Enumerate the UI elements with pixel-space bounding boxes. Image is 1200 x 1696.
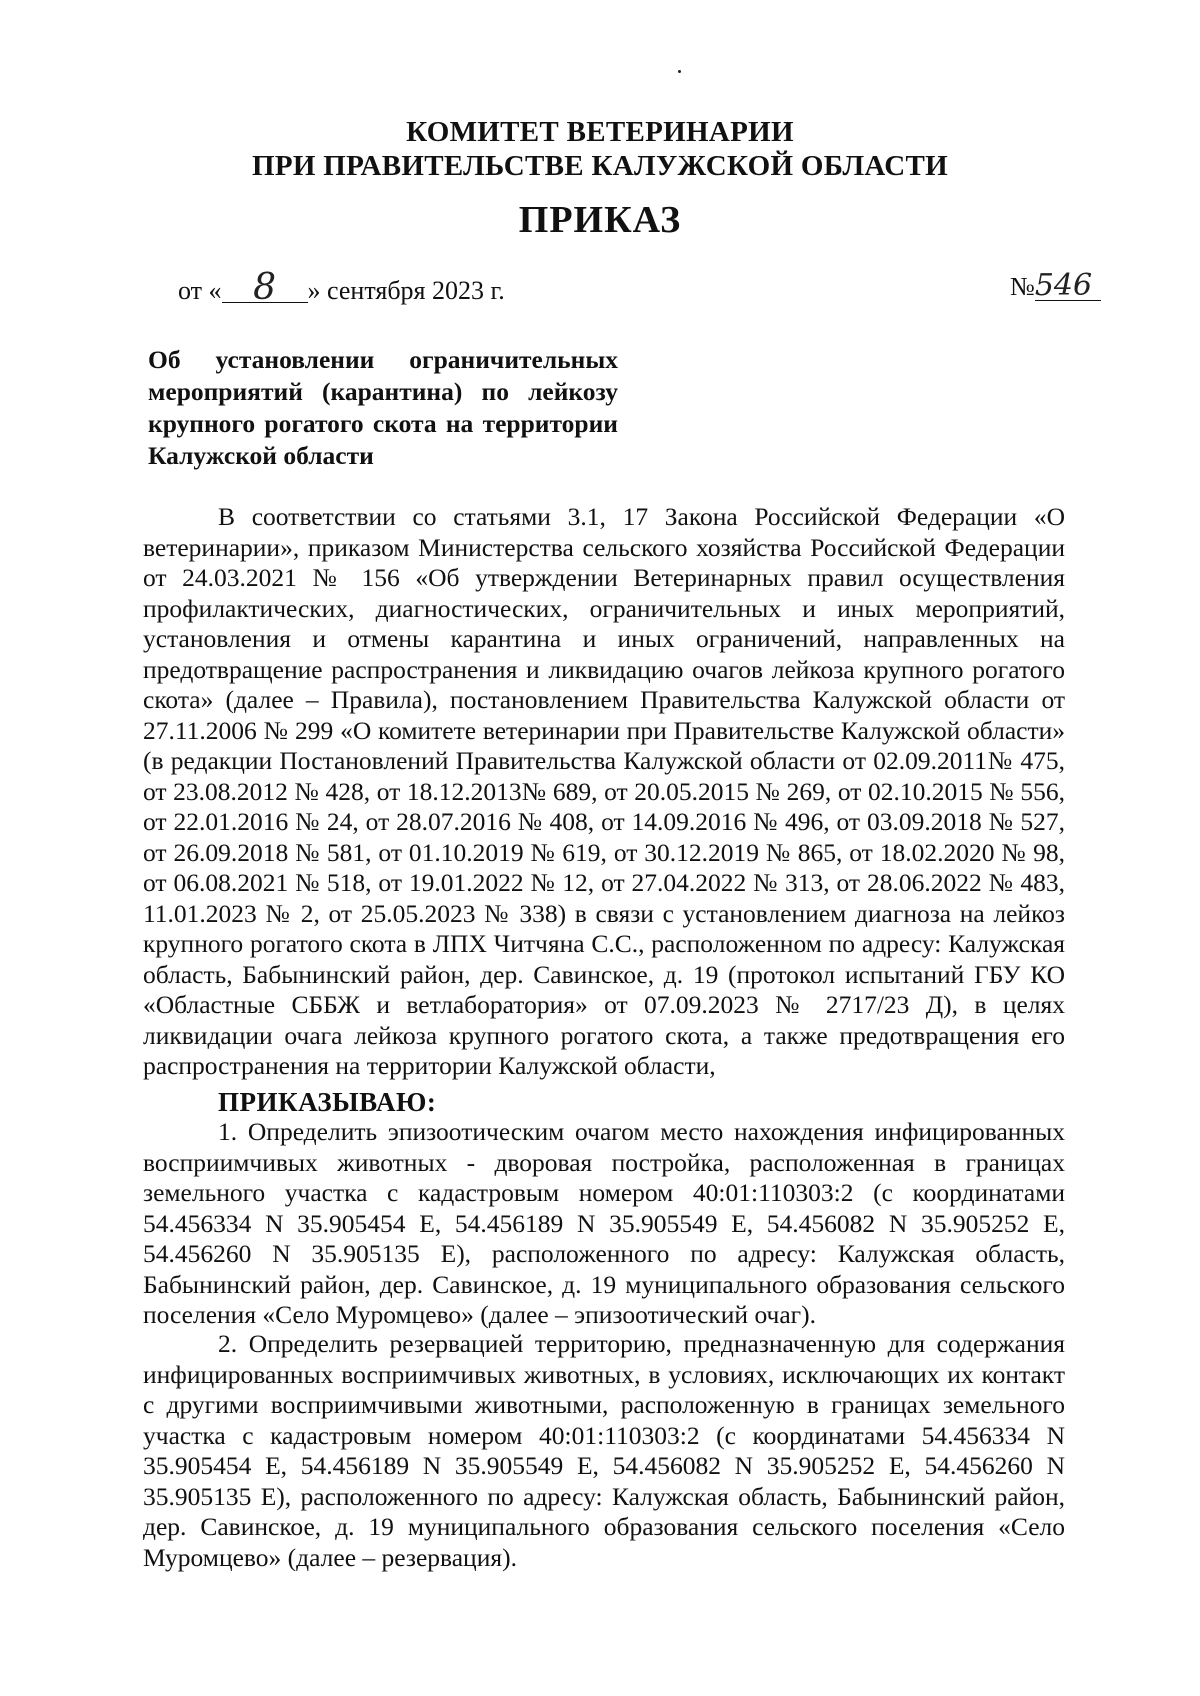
handwritten-number: 546 <box>1035 272 1101 301</box>
number-label: № <box>1010 272 1035 301</box>
document-type-title: ПРИКАЗ <box>518 199 682 241</box>
handwritten-day: 8 <box>222 274 308 303</box>
preamble-paragraph: В соответствии со статьями 3.1, 17 Закона Российской Федерации «О ветеринарии», приказом Министерства сельского хозяйства Российской Федерации от 24.03.2021 № 156 «Об утверждении Ветеринарных правил осуществления профилактических, диагностических, ограничительных и иных мероприятий, установления и отмены карантина и иных ограничений, направленных на предотвращение распространения и ликвидацию очагов лейкоза крупного рогатого скота» (далее – Правила), постановлением Правительства Калужской области от 27.11.2006 № 299 «О комитете ветеринарии при Правительстве Калужской области» (в редакции Постановлений Правительства Калужской области от 02.09.2011№ 475, от 23.08.2012 № 428, от 18.12.2013№ 689, от 20.05.2015 № 269, от 02.10.2015 № 556, от 22.01.2016 № 24, от 28.07.2016 № 408, от 14.09.2016 № 496, от 03.09.2018 № 527, от 26.09.2018 № 581, от 01.10.2019 № 619, от 30.12.2019 № 865, от 18.02.2020 № 98, от 06.08.2021 № 518, от 19.01.2022 № 12, от 27.04.2022 № 313, от 28.06.2022 № 483, 11.01.2023 № 2, от 25.05.2023 № 338) в связи с установлением диагноза на лейкоз крупного рогатого скота в ЛПХ Читчяна С.С., расположенном по адресу: Калужская область, Бабынинский район, дер. Савинское, д. 19 (протокол испытаний ГБУ КО «Областные СББЖ и ветлаборатория» от 07.09.2023 № 2717/23 Д), в целях ликвидации очага лейкоза крупного рогатого скота, а также предотвращения его распространения на территории Калужской области, <box>143 502 1065 1080</box>
document-number <box>1010 268 1101 303</box>
date-prefix: от « <box>178 276 222 305</box>
date-suffix: » сентября 2023 г. <box>307 276 505 305</box>
order-keyword: ПРИКАЗЫВАЮ: <box>218 1087 437 1117</box>
organization-name-line1: КОМИТЕТ ВЕТЕРИНАРИИ <box>406 116 794 148</box>
organization-name-line2: ПРИ ПРАВИТЕЛЬСТВЕ КАЛУЖСКОЙ ОБЛАСТИ <box>252 150 948 182</box>
scan-speck <box>678 70 681 73</box>
order-subject: Об установлении ограничительных мероприятий (карантина) по лейкозу крупного рогатого скота на территории Калужской области <box>148 345 618 470</box>
order-item-2: 2. Определить резервацией территорию, предназначенную для содержания инфицированных восприимчивых животных, в условиях, исключающих их контакт с другими восприимчивыми животными, расположенную в границах земельного участка с кадастровым номером 40:01:110303:2 (с координатами 54.456334 N 35.905454 E, 54.456189 N 35.905549 E, 54.456082 N 35.905252 E, 54.456260 N 35.905135 E), расположенного по адресу: Калужская область, Бабынинский район, дер. Савинское, д. 19 муниципального образования сельского поселения «Село Муромцево» (далее – резервация). <box>143 1329 1065 1572</box>
order-item-1: 1. Определить эпизоотическим очагом место нахождения инфицированных восприимчивых животных - дворовая постройка, расположенная в границах земельного участка с кадастровым номером 40:01:110303:2 (с координатами 54.456334 N 35.905454 E, 54.456189 N 35.905549 E, 54.456082 N 35.905252 E, 54.456260 N 35.905135 E), расположенного по адресу: Калужская область, Бабынинский район, дер. Савинское, д. 19 муниципального образования сельского поселения «Село Муромцево» (далее – эпизоотический очаг). <box>143 1117 1065 1329</box>
document-date <box>178 267 505 308</box>
